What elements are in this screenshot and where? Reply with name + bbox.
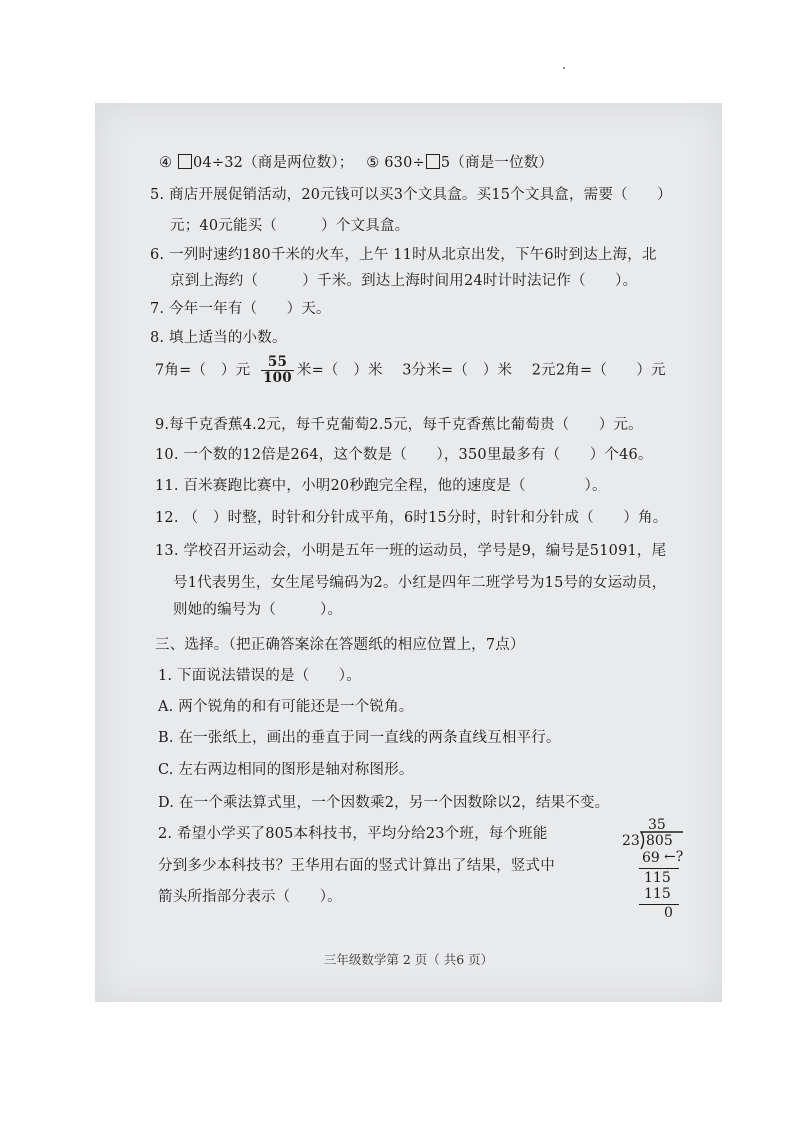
question-6-line-1: 6. 一列时速约180千米的火车，上午 11时从北京出发，下午6时到达上海，北: [150, 247, 657, 263]
question-13-line-1: 13. 学校召开运动会，小明是五年一班的运动员，学号是9，编号是51091，尾: [155, 543, 667, 559]
long-division: [622, 817, 712, 927]
option-a: A. 两个锐角的和有可能还是一个锐角。: [158, 699, 414, 715]
final-remainder: 0: [664, 905, 673, 921]
section-3-heading: 三、选择。（把正确答案涂在答题纸的相应位置上，7点）: [155, 637, 525, 653]
question-10: 10. 一个数的12倍是264，这个数是（ ），350里最多有（ ）个46。: [155, 447, 653, 463]
question-11: 11. 百米赛跑比赛中，小明20秒跑完全程，他的速度是（ ）。: [155, 478, 607, 494]
question-12: 12. （ ）时整，时针和分针成平角，6时15分时，时针和分针成（ ）角。: [155, 510, 668, 526]
quotient: 35: [648, 817, 666, 833]
choice-question-2-line-2: 分到多少本科技书？王华用右面的竖式计算出了结果，竖式中: [158, 858, 555, 874]
blank-box: [178, 154, 192, 169]
question-5-line-2: 元；40元能买（ ）个文具盒。: [170, 218, 410, 234]
question-9: 9.每千克香蕉4.2元，每千克葡萄2.5元，每千克香蕉比葡萄贵（ ）元。: [155, 417, 643, 433]
question-4-line: [159, 151, 553, 172]
option-d: D. 在一个乘法算式里，一个因数乘2，另一个因数除以2，结果不变。: [158, 795, 610, 811]
choice-question-2-line-3: 箭头所指部分表示（ ）。: [158, 889, 342, 905]
speck: [563, 67, 565, 69]
dividend: 805: [646, 833, 673, 849]
q4-item-5-suffix: 5（商是一位数）: [440, 155, 554, 171]
blank-box: [426, 154, 440, 169]
page-footer: 三年级数学第 2 页（ 共6 页）: [323, 952, 494, 967]
fraction-numerator: 55: [261, 355, 294, 371]
arrow-icon: ←?: [664, 849, 684, 865]
question-13-line-2: 号1代表男生，女生尾号编码为2。小红是四年二班学号为15号的女运动员，: [173, 575, 667, 591]
divisor: 23: [622, 833, 640, 849]
remainder-step: 115: [644, 870, 671, 886]
question-8-items: [155, 355, 666, 386]
q4-item-5-prefix: ⑤ 630÷: [366, 155, 425, 171]
product-step-1: 69: [642, 850, 660, 866]
q4-item-4: 04÷32（商是两位数）；: [193, 155, 354, 171]
question-8: 8. 填上适当的小数。: [150, 330, 287, 346]
question-7: 7. 今年一年有（ ）天。: [150, 301, 331, 317]
product-step-2: 115: [644, 886, 671, 902]
division-line-2: [639, 904, 679, 905]
choice-question-2-line-1: 2. 希望小学买了805本科技书，平均分给23个班，每个班能: [158, 826, 548, 842]
question-13-line-3: 则她的编号为（ ）。: [173, 602, 343, 618]
question-6-line-2: 京到上海约（ ）千米。到达上海时间用24时计时法记作（ ）。: [170, 273, 638, 289]
fraction: [261, 355, 294, 386]
option-b: B. 在一张纸上，画出的垂直于同一直线的两条直线互相平行。: [158, 730, 561, 746]
fraction-denominator: 100: [263, 370, 292, 386]
q8-items-rest: 米=（ ）米 3分米=（ ）米 2元2角=（ ）元: [296, 362, 666, 379]
q8-item-1: 7角=（ ）元: [155, 362, 251, 379]
exam-paper: [95, 103, 722, 1002]
question-5-line-1: 5. 商店开展促销活动，20元钱可以买3个文具盒。买15个文具盒，需要（ ）: [150, 187, 672, 203]
option-c: C. 左右两边相同的图形是轴对称图形。: [158, 762, 414, 778]
circled-4: ④: [159, 155, 173, 171]
choice-question-1: 1. 下面说法错误的是（ ）。: [158, 668, 361, 684]
